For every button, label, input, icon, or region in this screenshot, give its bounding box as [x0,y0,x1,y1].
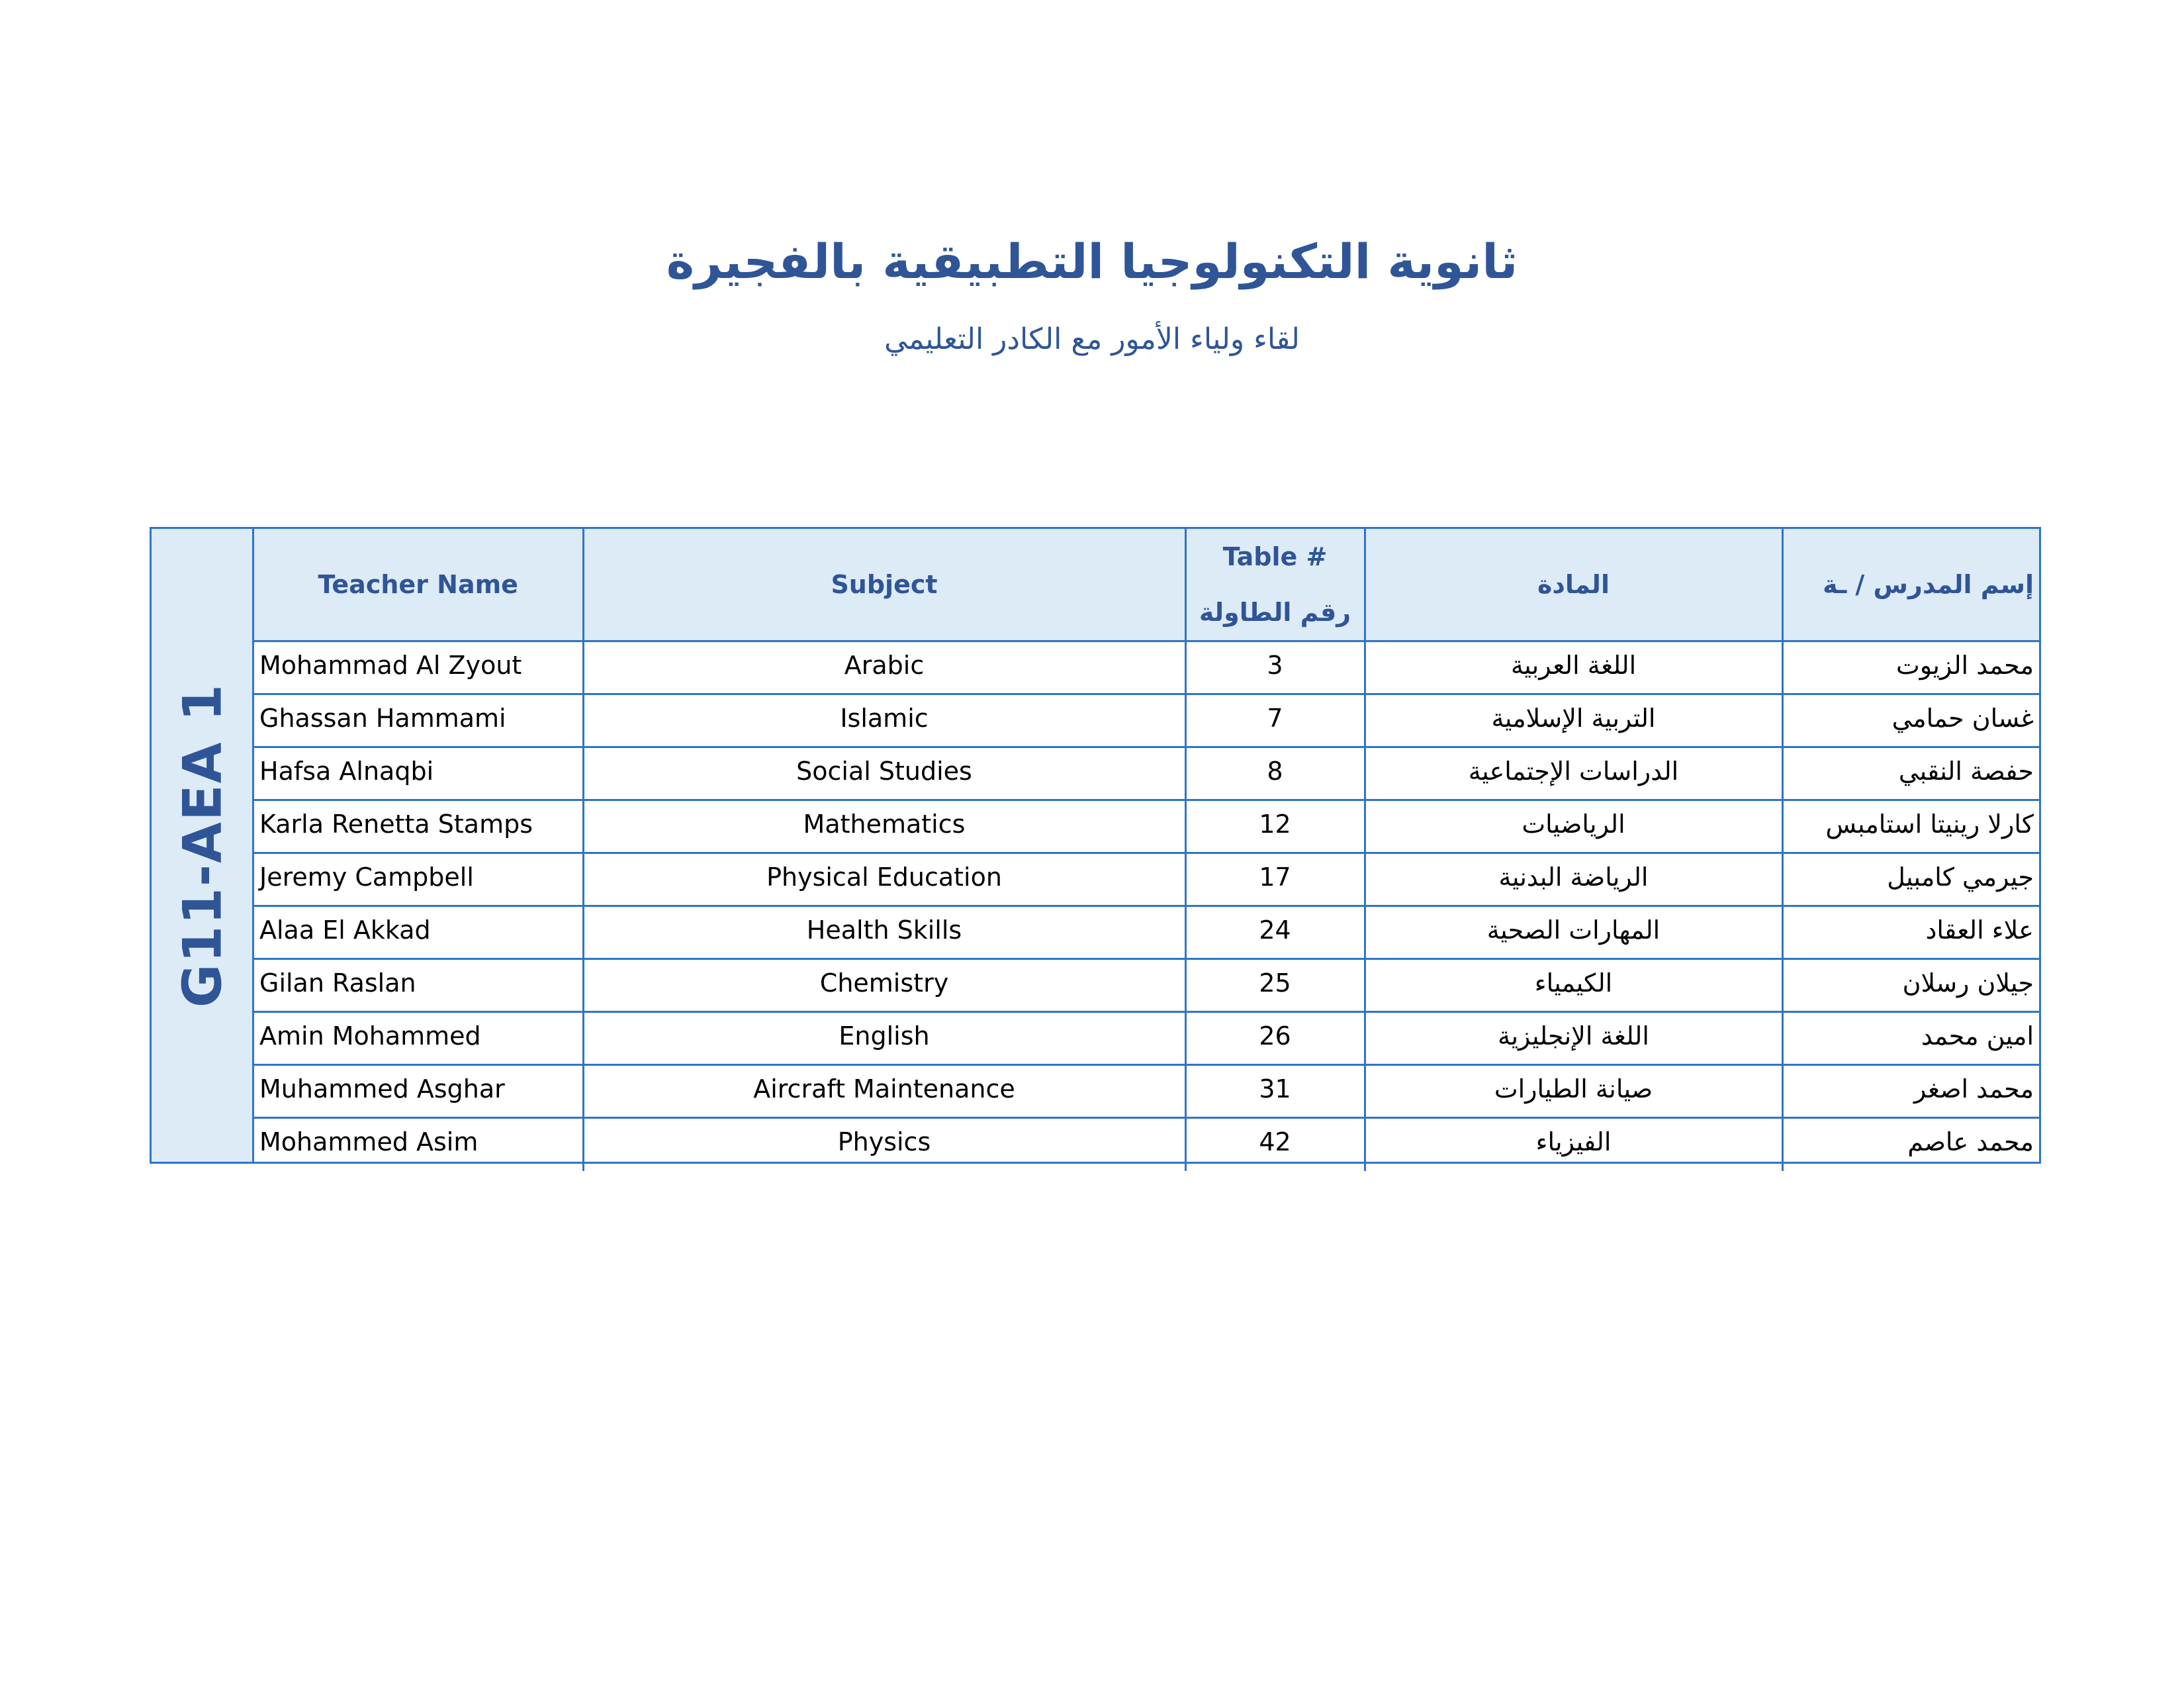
cell-subject-ar: المهارات الصحية [1365,906,1782,959]
cell-table-number: 7 [1185,694,1365,747]
cell-table-number: 3 [1185,641,1365,694]
header-table-number-ar: رقم الطاولة [1199,598,1351,627]
cell-subject: Arabic [583,641,1185,694]
cell-subject: Physical Education [583,853,1185,906]
cell-teacher-name: Mohammad Al Zyout [254,641,583,694]
cell-teacher-name: Ghassan Hammami [254,694,583,747]
section-cell [152,529,254,1162]
cell-table-number: 8 [1185,747,1365,800]
cell-teacher-name-ar: امين محمد [1782,1012,2039,1065]
cell-subject-ar: الكيمياء [1365,959,1782,1012]
header-teacher-name: Teacher Name [254,529,583,641]
cell-subject: English [583,1012,1185,1065]
cell-subject-ar: الرياضة البدنية [1365,853,1782,906]
cell-subject-ar: الفيزياء [1365,1118,1782,1171]
schedule-sheet [150,527,2041,1164]
cell-subject-ar: الرياضيات [1365,800,1782,853]
cell-table-number: 42 [1185,1118,1365,1171]
cell-subject: Mathematics [583,800,1185,853]
header-subject-ar: المادة [1365,529,1782,641]
table-row [254,853,2039,906]
table-row [254,1065,2039,1118]
cell-teacher-name: Karla Renetta Stamps [254,800,583,853]
table-row [254,694,2039,747]
header-table-number-en: Table # [1222,542,1328,571]
cell-subject: Chemistry [583,959,1185,1012]
cell-subject: Health Skills [583,906,1185,959]
table-row [254,641,2039,694]
cell-teacher-name-ar: محمد الزيوت [1782,641,2039,694]
table-row [254,906,2039,959]
table-row [254,800,2039,853]
table-row [254,1012,2039,1065]
cell-subject-ar: الدراسات الإجتماعية [1365,747,1782,800]
cell-teacher-name: Alaa El Akkad [254,906,583,959]
cell-teacher-name-ar: جيرمي كامبيل [1782,853,2039,906]
cell-subject: Aircraft Maintenance [583,1065,1185,1118]
table-header-row [254,529,2039,641]
page-subtitle: لقاء ولياء الأمور مع الكادر التعليمي [884,322,1300,356]
cell-teacher-name-ar: حفصة النقبي [1782,747,2039,800]
cell-table-number: 31 [1185,1065,1365,1118]
cell-teacher-name-ar: محمد عاصم [1782,1118,2039,1171]
cell-teacher-name-ar: محمد اصغر [1782,1065,2039,1118]
cell-teacher-name: Muhammed Asghar [254,1065,583,1118]
cell-subject-ar: اللغة الإنجليزية [1365,1012,1782,1065]
cell-table-number: 24 [1185,906,1365,959]
cell-subject: Physics [583,1118,1185,1171]
table-row [254,959,2039,1012]
cell-table-number: 26 [1185,1012,1365,1065]
cell-subject-ar: التربية الإسلامية [1365,694,1782,747]
cell-subject: Islamic [583,694,1185,747]
cell-subject: Social Studies [583,747,1185,800]
cell-teacher-name: Jeremy Campbell [254,853,583,906]
cell-table-number: 17 [1185,853,1365,906]
teacher-table [254,529,2039,1171]
cell-teacher-name-ar: علاء العقاد [1782,906,2039,959]
cell-table-number: 12 [1185,800,1365,853]
page-title: ثانوية التكنولوجيا التطبيقية بالفجيرة [666,234,1518,289]
cell-teacher-name-ar: كارلا رينيتا استامبس [1782,800,2039,853]
cell-table-number: 25 [1185,959,1365,1012]
table-row [254,1118,2039,1171]
cell-teacher-name-ar: غسان حمامي [1782,694,2039,747]
header-table-number [1185,529,1365,641]
cell-teacher-name-ar: جيلان رسلان [1782,959,2039,1012]
header-teacher-name-ar: إسم المدرس / ـة [1782,529,2039,641]
table-row [254,747,2039,800]
cell-teacher-name: Amin Mohammed [254,1012,583,1065]
cell-subject-ar: صيانة الطيارات [1365,1065,1782,1118]
header-subject: Subject [583,529,1185,641]
cell-teacher-name: Gilan Raslan [254,959,583,1012]
cell-teacher-name: Hafsa Alnaqbi [254,747,583,800]
cell-subject-ar: اللغة العربية [1365,641,1782,694]
section-label: G11-AEA 1 [171,682,234,1008]
cell-teacher-name: Mohammed Asim [254,1118,583,1171]
